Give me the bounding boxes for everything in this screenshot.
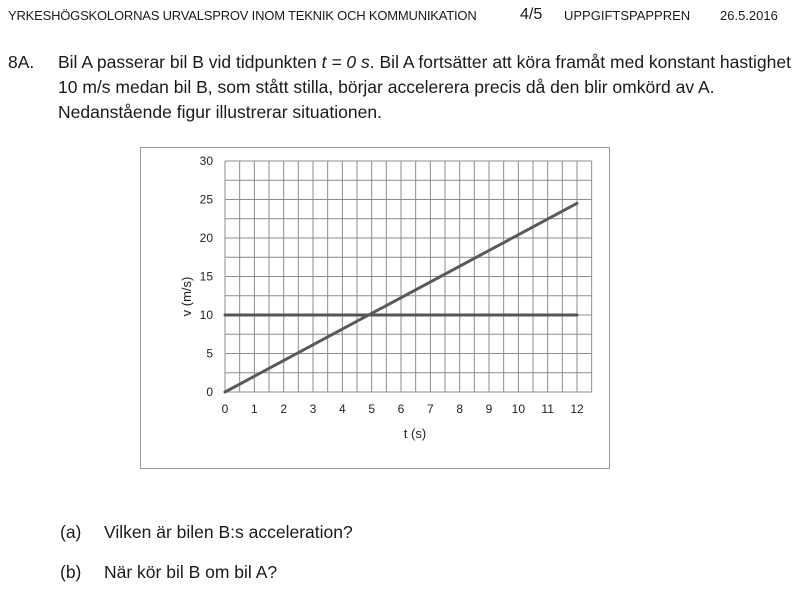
paper-label: UPPGIFTSPAPPREN <box>564 8 691 23</box>
y-tick-label: 15 <box>199 269 213 284</box>
page-number: 4/5 <box>520 6 543 23</box>
page-header <box>8 6 788 26</box>
y-tick-label: 25 <box>199 192 213 207</box>
x-axis-label: t (s) <box>403 426 427 441</box>
question-text-part2: . Bil A fortsätter att köra framåt med konstant hastighet 10 m/s medan bil B, som stått stilla, börjar accelerera precis då den blir omkörd av A. Nedanstående figur illustrerar situationen. <box>58 52 791 122</box>
subquestion-text: När kör bil B om bil A? <box>104 562 278 582</box>
exam-date: 26.5.2016 <box>720 8 778 23</box>
x-tick-label: 10 <box>511 402 526 416</box>
x-tick-label: 2 <box>280 402 288 416</box>
x-tick-label: 7 <box>426 402 434 416</box>
y-tick-label: 20 <box>199 231 213 245</box>
y-axis-label: v (m/s) <box>179 276 194 317</box>
subquestion-text: Vilken är bilen B:s acceleration? <box>104 522 353 542</box>
time-variable: t = 0 s <box>321 52 370 72</box>
x-tick-label: 5 <box>368 402 376 416</box>
y-tick-label: 0 <box>206 385 213 399</box>
y-tick-label: 10 <box>199 308 213 322</box>
x-tick-label: 6 <box>397 402 405 416</box>
question-text <box>58 50 798 125</box>
y-tick-label: 30 <box>199 154 213 168</box>
question-number: 8A. <box>8 52 35 72</box>
velocity-time-chart <box>140 147 610 469</box>
subquestion-b <box>60 562 277 583</box>
subquestion-label: (b) <box>60 562 82 582</box>
question-text-part1: Bil A passerar bil B vid tidpunkten <box>58 52 322 72</box>
x-tick-label: 11 <box>541 402 554 416</box>
exam-title: YRKESHÖGSKOLORNAS URVALSPROV INOM TEKNIK OCH KOMMUNIKATION <box>8 8 477 23</box>
subquestion-label: (a) <box>60 522 82 542</box>
y-tick-label: 5 <box>206 346 213 361</box>
x-tick-label: 1 <box>250 402 258 416</box>
x-tick-label: 0 <box>221 402 229 416</box>
x-tick-label: 4 <box>338 402 346 416</box>
x-tick-label: 8 <box>456 402 464 416</box>
x-tick-label: 3 <box>309 402 317 416</box>
x-tick-label: 9 <box>485 402 493 416</box>
subquestion-a <box>60 522 353 543</box>
x-tick-label: 12 <box>570 402 584 416</box>
